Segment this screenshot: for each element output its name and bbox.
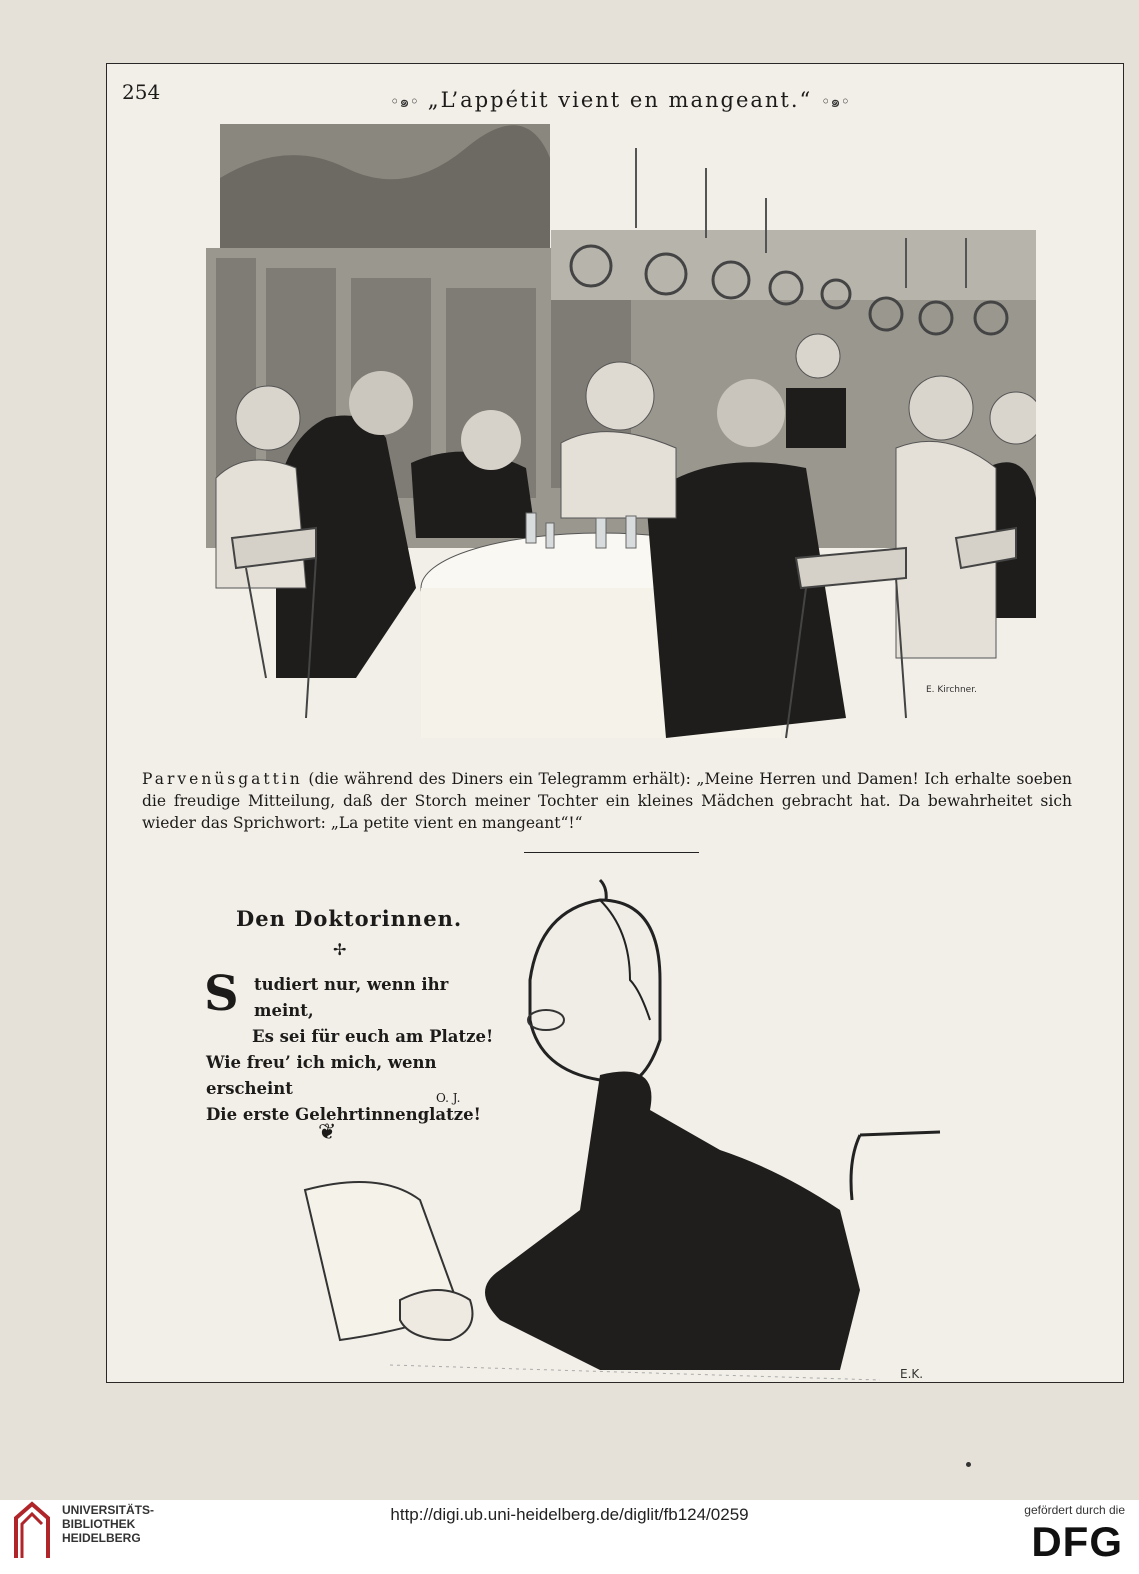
artist-signature-reading: E.K.	[900, 1367, 924, 1381]
poem-line: Die erste Gelehrtinnenglatze!	[206, 1105, 481, 1124]
ornament-left-icon: ◦๑◦	[389, 92, 420, 111]
hostess	[561, 432, 676, 518]
chair-back	[851, 1132, 940, 1200]
poem-author: O. J.	[436, 1091, 461, 1105]
source-url[interactable]: http://digi.ub.uni-heidelberg.de/diglit/fb124/0259	[390, 1505, 749, 1524]
running-title	[350, 88, 890, 115]
woman-left	[216, 460, 306, 588]
woman-dark-dress	[485, 1072, 860, 1370]
caption-text: (die während des Diners ein Telegramm erhält): „Meine Herren und Damen! Ich erhalte soeben die freudige Mitteilung, daß der Storch meiner Tochter ein kleines Mädchen gebracht hat. Da bewahrheitet sich wieder das Sprichwort: „La petite vient en mangeant“!“	[142, 770, 1072, 832]
running-title-text: „L’appétit vient en mangeant.“	[427, 88, 813, 112]
poem-dropcap: S	[204, 966, 239, 1022]
funding-note: gefördert durch die	[1024, 1503, 1125, 1517]
library-name-line: UNIVERSITÄTS-	[62, 1503, 155, 1517]
ornamental-frieze	[551, 230, 1036, 300]
reading-woman-illustration	[300, 870, 960, 1385]
end-ornament-icon: ❦	[318, 1120, 337, 1145]
poem-title: Den Doktorinnen.	[236, 906, 463, 931]
poem-line: Wie freu’ ich mich, wenn erscheint	[206, 1053, 437, 1098]
dinner-party-illustration	[206, 118, 1036, 758]
poem-line: tudiert nur, wenn ihr meint,	[254, 975, 449, 1020]
library-name-line: BIBLIOTHEK	[62, 1517, 136, 1531]
caption-speaker: Parvenüsgattin	[142, 770, 303, 788]
cartoon-caption	[142, 768, 1072, 834]
page-number: 254	[122, 80, 161, 104]
woman-head	[530, 900, 660, 1085]
poem-line: Es sei für euch am Platze!	[252, 1027, 494, 1046]
poem-title-ornament-icon: ✢	[333, 940, 347, 959]
section-divider	[524, 852, 699, 853]
woman-hand	[400, 1290, 473, 1340]
page-dot	[966, 1462, 971, 1467]
artist-signature-dinner: E. Kirchner.	[926, 685, 977, 695]
library-name-line: HEIDELBERG	[62, 1531, 141, 1545]
dfg-logo: DFG	[1031, 1518, 1123, 1565]
ornament-right-icon: ◦๑◦	[820, 92, 850, 111]
